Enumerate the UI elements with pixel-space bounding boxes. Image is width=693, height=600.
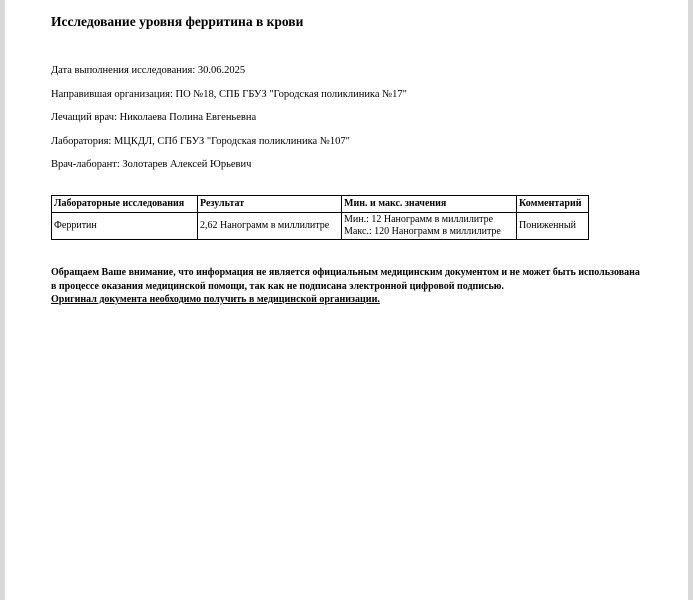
disclaimer-notice (51, 266, 641, 307)
laboratory: Лаборатория: МЦКДЛ, СПб ГБУЗ "Городская поликлиника №107" (51, 136, 350, 147)
document-page (5, 0, 688, 600)
range-max: Макс.: 120 Нанограмм в миллилитре (344, 226, 501, 237)
table-header-row (52, 196, 589, 213)
header-comment: Комментарий (517, 196, 589, 213)
study-date: Дата выполнения исследования: 30.06.2025 (51, 65, 246, 76)
document-title: Исследование уровня ферритина в крови (51, 14, 304, 29)
referring-organization: Направившая организация: ПО №18, СПБ ГБУЗ "Городская поликлиника №17" (51, 89, 407, 100)
disclaimer-original-note: Оригинал документа необходимо получить в медицинской организации. (51, 294, 380, 305)
header-tests: Лабораторные исследования (52, 196, 198, 213)
lab-technician: Врач-лаборант: Золотарев Алексей Юрьевич (51, 159, 252, 170)
cell-result: 2,62 Нанограмм в миллилитре (198, 213, 342, 240)
cell-test-name: Ферритин (52, 213, 198, 240)
table-row (52, 213, 589, 240)
cell-comment: Пониженный (517, 213, 589, 240)
attending-doctor: Лечащий врач: Николаева Полина Евгеньевна (51, 112, 257, 123)
results-table (51, 195, 589, 240)
range-min: Мин.: 12 Нанограмм в миллилитре (344, 214, 494, 225)
cell-range (342, 213, 517, 240)
disclaimer-text: Обращаем Ваше внимание, что информация не является официальным медицинским документом и не может быть использована в процессе оказания медицинской помощи, так как не подписана электронной цифровой подписью. (51, 267, 640, 292)
header-range: Мин. и макс. значения (342, 196, 517, 213)
header-result: Результат (198, 196, 342, 213)
